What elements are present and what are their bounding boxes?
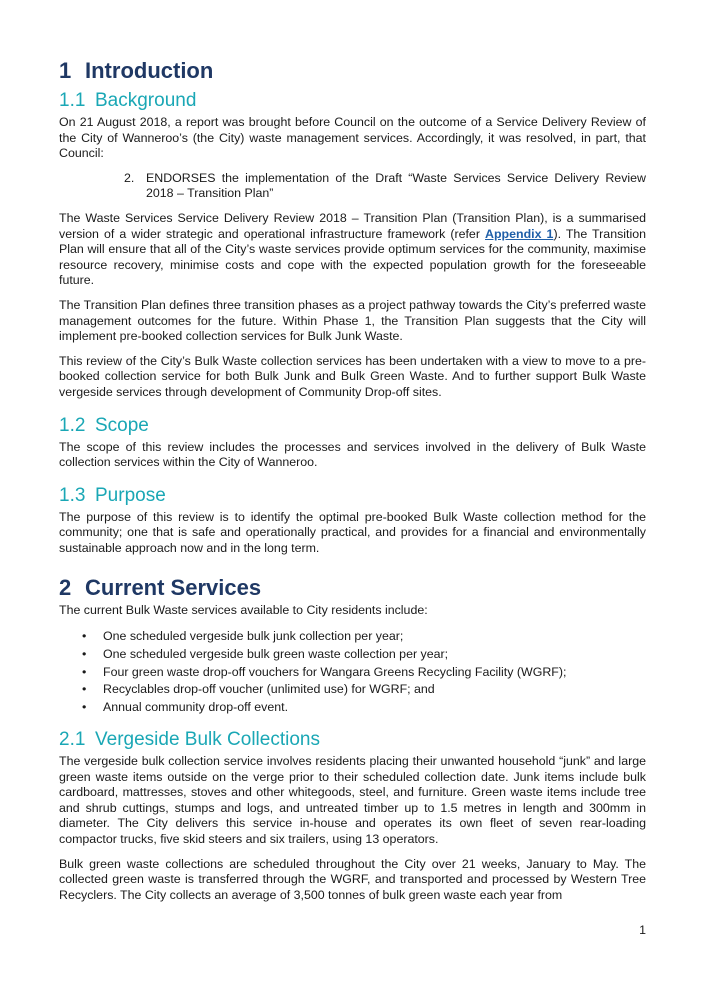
page-content (59, 56, 646, 903)
list-item (59, 699, 646, 717)
current-services-list (59, 628, 646, 717)
list-item-text: Annual community drop-off event. (103, 700, 289, 715)
list-item-text: One scheduled vergeside bulk junk collection per year; (103, 629, 404, 644)
list-item (59, 664, 646, 682)
background-para-1: On 21 August 2018, a report was brought before Council on the outcome of a Service Delivery Review of the City of Wanneroo’s (the City) waste management services. Accordingly, it was resolved, in part, that Council: (59, 115, 646, 161)
background-para-2-after: ). The Transition Plan will ensure that all of the City’s waste services provide optimum services for the community, maximise resource recovery, minimise costs and cope with the expected population growth for the foreseeable future. (59, 226, 647, 288)
appendix-1-link[interactable]: Appendix 1 (485, 226, 554, 241)
bullet-icon: • (82, 664, 87, 679)
list-item (59, 681, 646, 699)
purpose-number: 1.3 (59, 484, 86, 506)
list-item-text: Recyclables drop-off voucher (unlimited use) for WGRF; and (103, 682, 435, 697)
vergeside-para-1: The vergeside bulk collection service involves residents placing their unwanted household “junk” and large green waste items outside on the verge prior to their scheduled collection date. Junk items include bulk cardboard, mattresses, stoves and other whitegoods, steel, and furniture. Green waste items include tree and shrub cuttings, stumps and logs, and untreated timber up to 1.5 metres in length and 300mm in diameter. The City delivers this service in-house and operates its own fleet of seven rear-loading compactor trucks, five skid steers and six trailers, using 13 operators. (59, 754, 646, 847)
resolution-number: 2. (124, 170, 135, 185)
vergeside-heading (59, 727, 646, 753)
background-para-2-before: The Waste Services Service Delivery Review 2018 – Transition Plan (Transition Plan), is a summarised version of a wider strategic and operational infrastructure framework (refer (59, 210, 646, 241)
section-1-number: 1 (59, 58, 72, 83)
list-item-text: Four green waste drop-off vouchers for Wangara Greens Recycling Facility (WGRF); (103, 664, 567, 679)
purpose-title: Purpose (95, 484, 166, 506)
list-item (59, 628, 646, 646)
vergeside-para-2: Bulk green waste collections are scheduled throughout the City over 21 weeks, January to May. The collected green waste is transferred through the WGRF, and transported and processed by Western Tree Recyclers. The City collects an average of 3,500 tonnes of bulk green waste each year from (59, 856, 646, 902)
background-title: Background (95, 90, 197, 111)
background-heading (59, 88, 646, 114)
section-2-heading (59, 573, 646, 603)
scope-number: 1.2 (59, 414, 86, 436)
section-2-title: Current Services (85, 575, 262, 601)
bullet-icon: • (82, 646, 87, 661)
council-resolution-item (59, 171, 646, 202)
bullet-icon: • (82, 700, 87, 715)
scope-heading (59, 413, 646, 439)
background-para-2 (59, 211, 646, 289)
bullet-icon: • (82, 682, 87, 697)
scope-title: Scope (95, 414, 149, 436)
section-1-heading (59, 56, 646, 86)
vergeside-title: Vergeside Bulk Collections (95, 729, 320, 751)
purpose-heading (59, 483, 646, 509)
purpose-para: The purpose of this review is to identify the optimal pre-booked Bulk Waste collection method for the community; one that is safe and operationally practical, and provides for a financial and environmentally sustainable approach now and in the long term. (59, 509, 646, 555)
section-2-number: 2 (59, 575, 72, 601)
vergeside-number: 2.1 (59, 729, 86, 751)
background-para-4: This review of the City’s Bulk Waste collection services has been undertaken with a view to move to a pre-booked collection service for both Bulk Junk and Bulk Green Waste. And to further support Bulk Waste vergeside services through development of Community Drop-off sites. (59, 353, 646, 399)
resolution-text: ENDORSES the implementation of the Draft “Waste Services Service Delivery Review 2018 – Transition Plan” (146, 170, 646, 201)
scope-para: The scope of this review includes the processes and services involved in the delivery of Bulk Waste collection services within the City of Wanneroo. (59, 439, 646, 470)
bullet-icon: • (82, 629, 87, 644)
current-services-intro: The current Bulk Waste services available to City residents include: (59, 603, 428, 618)
background-number: 1.1 (59, 90, 86, 111)
list-item-text: One scheduled vergeside bulk green waste collection per year; (103, 646, 449, 661)
background-para-3: The Transition Plan defines three transition phases as a project pathway towards the City’s preferred waste management outcomes for the future. Within Phase 1, the Transition Plan suggests that the City will implement pre-booked collection services for Bulk Junk Waste. (59, 297, 646, 344)
page-number: 1 (639, 923, 646, 937)
section-1-title: Introduction (85, 58, 214, 83)
list-item (59, 646, 646, 664)
